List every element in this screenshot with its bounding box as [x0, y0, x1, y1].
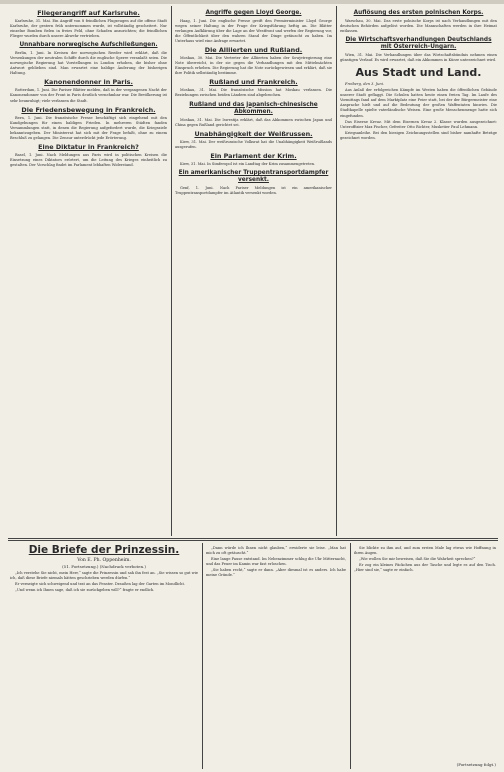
article-paragraph: Basel, 1. Juni. Nach Meldungen aus Paris wird in politischen Kreisen die Einsetzung eines Diktators erörtert, um die Leitung des Krieges einheitlich zu gestalten. Der Vorschlag findet im Parlament lebhaften Widerstand.	[10, 152, 167, 167]
article-headline: Fliegerangriff auf Karlsruhe.	[37, 9, 140, 17]
article-paragraph: Kiew, 31. Mai. Der weißrussische Volksrat hat die Unabhängigkeit Weißrußlands ausgerufen.	[175, 139, 332, 149]
column-2	[175, 7, 332, 535]
article-paragraph: Kiew, 31. Mai. In Simferopol ist ein Landtag der Krim zusammengetreten.	[180, 161, 316, 166]
column-3	[340, 7, 497, 535]
feature-paragraph: „Dann würde ich Ihnen nicht glauben,“ erwiderte sie leise. „Man hat mich zu oft getäuscht.“	[206, 546, 346, 556]
feature-column-3	[354, 546, 496, 758]
feature-paragraph: Er verneigte sich schweigend und trat an das Fenster. Draußen lag der Garten im Mondlicht.	[15, 582, 186, 587]
feature-body-2	[206, 546, 346, 578]
feature-paragraph: Sie blickte zu ihm auf, und zum ersten Male lag etwas wie Hoffnung in ihren Augen.	[354, 546, 496, 556]
feature-title: Die Briefe der Prinzessin.	[28, 544, 180, 556]
feature-divider	[8, 538, 498, 539]
article-headline: Kanonendonner in Paris.	[44, 78, 133, 87]
column-1	[10, 7, 167, 535]
article-paragraph: Rotterdam, 1. Juni. Die Pariser Blätter melden, daß in der vergangenen Nacht der Kanonendonner von der Front in Paris deutlich vernehmbar war. Die Bevölkerung ist sehr beunruhigt; viele verlassen die Stadt.	[10, 88, 167, 103]
article-headline: Angriffe gegen Lloyd George.	[205, 10, 302, 16]
article-headline: Auflösung des ersten polnischen Korps.	[353, 10, 484, 16]
article-paragraph: Freiberg, den 3. Juni.	[345, 82, 385, 87]
article-headline: Ein amerikanischer Truppentransportdampfer versenkt.	[178, 169, 329, 183]
article-headline: Die Friedensbewegung in Frankreich.	[21, 105, 156, 114]
column-rule	[336, 6, 337, 536]
article-headline: Rußland und das japanisch-chinesische Abkommen.	[189, 101, 318, 115]
article-paragraph: Warschau, 30. Mai. Das erste polnische Korps ist nach Verhandlungen mit den deutschen Behörden aufgelöst worden. Die Mannschaften werden in ihre Heimat entlassen.	[340, 19, 497, 34]
article-headline: Die Alliierten und Rußland.	[204, 46, 303, 55]
article-paragraph: Genf, 1. Juni. Nach Pariser Meldungen ist ein amerikanischer Truppentransportdampfer im Atlantik versenkt worden.	[175, 185, 332, 195]
feature-column-2	[206, 546, 346, 766]
article-headline: Die Wirtschaftsverhandlungen Deutschlands mit Österreich-Ungarn.	[345, 37, 492, 51]
feature-paragraph: „Sie haben recht,“ sagte er dann. „Aber diesmal ist es anders. Ich habe meine Gründe.“	[206, 568, 346, 578]
feature-paragraph: „Und wenn ich Ihnen sage, daß ich sie zurückgeben will?“ fragte er endlich.	[15, 588, 155, 593]
article-paragraph: Haag, 1. Juni. Die englische Presse greift den Premierminister Lloyd George wegen seiner Haltung in der Frage der Kriegsführung heftig an. Die Blätter verlangen Aufklärung über die Lage an der Westfront und werfen der Regierung vor, die Öffentlichkeit über den wahren Stand der Dinge getäuscht zu haben. Im Unterhaus wird eine Anfrage erwartet.	[175, 19, 332, 44]
feature-continuation: (51. Fortsetzung.) (Nachdruck verboten.)	[62, 564, 146, 570]
section-headline: Aus Stadt und Land.	[355, 66, 482, 80]
article-headline: Ein Parlament der Krim.	[210, 151, 297, 160]
article-paragraph: Berlin, 1. Juni. In Kreisen der norwegischen Reeder wird erklärt, daß die Versenkungen der neutralen Schiffe durch die englische Sperre veranlaßt seien. Die norwegische Regierung hat Vorstellungen in London erhoben, die bisher ohne Antwort geblieben sind. Man erwartet eine baldige Änderung der bisherigen Haltung.	[10, 51, 167, 76]
feature-body-3	[354, 546, 496, 573]
continuation-note: (Fortsetzung folgt.)	[456, 761, 496, 767]
feature-paragraph: Eine lange Pause entstand. Im Nebenzimmer schlug die Uhr Mitternacht, und das Feuer im Kamin war fast erloschen.	[206, 557, 346, 567]
feature-byline: Von E. Ph. Oppenheim.	[77, 558, 131, 563]
feature-paragraph: „Wie wollen Sie mir beweisen, daß Sie die Wahrheit sprechen?“	[359, 557, 476, 562]
article-paragraph: Moskau, 31. Mai. Die französische Mission hat Moskau verlassen. Die Beziehungen zwischen beiden Ländern sind abgebrochen.	[175, 88, 332, 98]
article-paragraph: Wien, 31. Mai. Die Verhandlungen über das Wirtschaftsbündnis nehmen einen günstigen Verlauf. Es wird erwartet, daß ein Abkommen in Kürze unterzeichnet wird.	[340, 53, 497, 63]
article-paragraph: Kriegsanleihe. Bei den hiesigen Zeichnungsstellen sind bisher namhafte Beträge gezeichnet worden.	[340, 130, 497, 140]
article-paragraph: Moskau, 31. Mai. Die Iswestija erklärt, daß das Abkommen zwischen Japan und China gegen Rußland gerichtet sei.	[175, 117, 332, 127]
feature-paragraph: Er zog ein kleines Päckchen aus der Tasche und legte es auf den Tisch. „Hier sind sie,“ sagte er einfach.	[354, 563, 496, 573]
feature-divider	[8, 540, 498, 541]
article-paragraph: Moskau, 30. Mai. Die Vertreter der Alliierten haben der Sowjetregierung eine Note überreicht, in der sie gegen die Verhandlungen mit den Mittelmächten Einspruch erheben. Die Regierung hat die Note zurückgewiesen und erklärt, daß sie ihre Politik selbständig bestimme.	[175, 56, 332, 76]
column-rule	[171, 6, 172, 536]
feature-paragraph: „Ich verstehe Sie nicht, mein Herr,“ sagte die Prinzessin und sah ihn fest an. „Sie wissen so gut wie ich, daß diese Briefe niemals hätten geschrieben werden dürfen.“	[10, 571, 198, 581]
top-border	[0, 0, 504, 4]
column-rule	[202, 543, 203, 769]
article-headline: Eine Diktatur in Frankreich?	[38, 142, 139, 151]
article-paragraph: Bern, 1. Juni. Die französische Presse beschäftigt sich eingehend mit den Kundgebungen für einen baldigen Frieden. In mehreren Städten fanden Versammlungen statt, in denen die Regierung aufgefordert wurde, die Kriegsziele bekanntzugeben. Der Ministerrat hat sich mit der Frage befaßt, ohne zu einem Beschluß zu gelangen. Die Zensur unterdrückt jede Erörterung.	[10, 115, 167, 140]
article-paragraph: Das Eiserne Kreuz. Mit dem Eisernen Kreuz 2. Klasse wurden ausgezeichnet: Unteroffizier Max Fischer, Gefreiter Otto Richter, Musketier Paul Lehmann.	[340, 119, 497, 129]
feature-body-1	[10, 571, 198, 593]
article-headline: Unnahbare norwegische Aufschließungen.	[19, 42, 158, 49]
article-paragraph: Aus Anlaß der erfolgreichen Kämpfe im Westen haben die öffentlichen Gebäude unserer Stadt geflaggt. Die Schulen hatten heute einen freien Tag. Im Laufe des Vormittags fand auf dem Marktplatz eine Feier statt, bei der der Bürgermeister eine Ansprache hielt und auf die Bedeutung der großen Waffentaten hinwies. Die Stadtkapelle spielte vaterländische Weisen. Eine große Menschenmenge hatte sich eingefunden.	[340, 88, 497, 118]
article-headline: Unabhängigkeit der Weißrussen.	[194, 129, 313, 138]
feature-column-1	[10, 544, 198, 766]
article-headline: Rußland und Frankreich.	[209, 78, 298, 87]
column-rule	[350, 543, 351, 769]
article-paragraph: Karlsruhe, 31. Mai. Ein Angriff von 8 feindlichen Flugzeugen auf die offene Stadt Karlsruhe, der gestern früh unternommen wurde, ist vollständig gescheitert. Nur einzelne Bomben fielen in freies Feld, ohne Schaden anzurichten; die feindlichen Flieger wurden durch unsere Abwehr vertrieben.	[10, 19, 167, 39]
